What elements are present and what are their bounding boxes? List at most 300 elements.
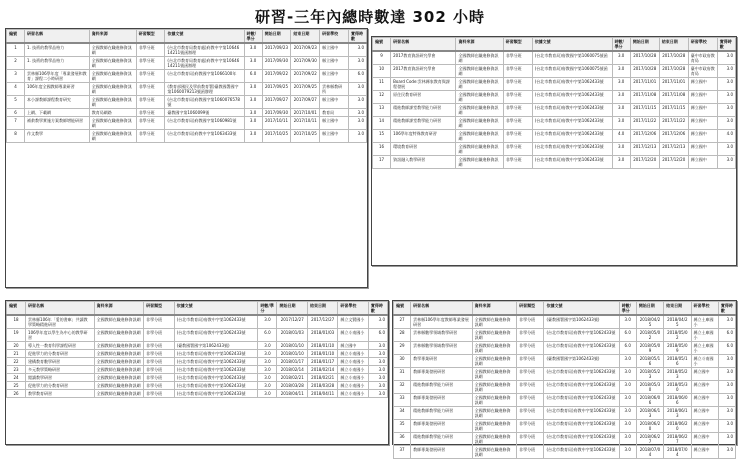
- table-cell: 教學專業研習: [411, 355, 473, 368]
- table-cell: 全國教師在職進修資訊網: [472, 355, 516, 368]
- table-cell: 2017/09/30: [291, 57, 320, 70]
- table-cell: 19: [7, 329, 26, 342]
- table-cell: 縣立國中: [320, 57, 349, 70]
- table-cell: 精進教師課堂教學能力研習: [391, 104, 456, 117]
- table-cell: 建構教育數學研習: [26, 358, 95, 366]
- table-cell: 2018/01/10: [307, 342, 337, 350]
- table-cell: 全國教師在職進修資訊網: [456, 51, 503, 65]
- table-cell: 2018/01/03: [307, 329, 337, 342]
- column-header: 依據文號: [174, 302, 258, 316]
- table-cell: 14: [373, 117, 391, 130]
- table-cell: 全國教師在職進修資訊網: [94, 350, 144, 358]
- table-cell: 3.0: [717, 117, 735, 130]
- table-cell: 2018/06/27: [664, 433, 691, 446]
- table-cell: 2018/06/06: [636, 394, 663, 407]
- table-cell: 全國教師在職進修資訊網: [456, 91, 503, 104]
- table-cell: 縣立土庫國小: [691, 342, 718, 355]
- table-cell: 非學分班: [144, 366, 174, 374]
- table-cell: 全國教師在職進修資訊網: [472, 329, 516, 342]
- table-cell: 3.0: [619, 446, 636, 459]
- table-cell: 3.0: [718, 381, 735, 394]
- table-cell: 非學分班: [136, 57, 165, 70]
- table-row: [373, 51, 736, 65]
- table-cell: 3.0: [619, 407, 636, 420]
- table-cell: 1. 技術的教學品格力: [25, 57, 90, 70]
- table-cell: (台北市教育局)府教國字第1060075號函: [532, 65, 612, 78]
- table-cell: 10: [373, 65, 391, 78]
- table-cell: 臺教國字第1060099號: [165, 109, 244, 117]
- table-cell: 縣立國中: [688, 156, 717, 169]
- table-cell: (台北市教育局)府教中字第1062433號: [544, 394, 619, 407]
- table-cell: 3.0: [244, 130, 262, 143]
- table-row: [373, 65, 736, 78]
- table-cell: 2017/12/27: [307, 315, 337, 329]
- table-cell: 3.0: [348, 96, 366, 109]
- table-cell: 2018/06/13: [636, 407, 663, 420]
- table-cell: 2017/09/27: [291, 96, 320, 109]
- table-cell: 3.0: [718, 394, 735, 407]
- table-cell: 15: [373, 130, 391, 143]
- table-cell: 教師專業發展研習: [411, 420, 473, 433]
- table-cell: 全國教師在職進修資訊網: [89, 83, 136, 96]
- table-cell: 3.0: [244, 109, 262, 117]
- table-cell: 2017/11/22: [659, 117, 688, 130]
- table-cell: 縣立國中: [338, 342, 368, 350]
- table-cell: 全國教師在職進修資訊網: [472, 315, 516, 329]
- table-cell: 3.0: [612, 143, 630, 156]
- table-cell: (台北市教育局)府教中字第1062433號: [544, 420, 619, 433]
- table-cell: 非學分班: [144, 390, 174, 398]
- table-cell: 資訊融入教學研習: [391, 156, 456, 169]
- table-cell: 教師專業發展研習: [411, 394, 473, 407]
- table-cell: 6.0: [718, 329, 735, 342]
- records-table: [393, 301, 736, 459]
- table-cell: (台北市教育局)府教中字第1062433號: [532, 104, 612, 117]
- table-cell: 3.0: [244, 96, 262, 109]
- table-cell: 縣立國中: [691, 433, 718, 446]
- table-cell: (台北市教育局)府教國字第1066100年: [165, 70, 244, 83]
- page-title: 研習-三年內總時數達 302 小時: [255, 8, 485, 26]
- table-cell: 2017/12/13: [630, 143, 659, 156]
- table-cell: 24: [7, 374, 26, 382]
- table-cell: 2018/04/25: [664, 315, 691, 329]
- table-cell: 2017/12/06: [659, 130, 688, 143]
- table-cell: (台北市教育局)府教中字第1062433號: [544, 446, 619, 459]
- table-cell: 全國教師在職進修資訊網: [472, 381, 516, 394]
- table-cell: 全國教師在職進修資訊網: [456, 156, 503, 169]
- table-cell: 3.0: [612, 117, 630, 130]
- table-cell: 3.0: [718, 407, 735, 420]
- table-cell: 非學分班: [503, 65, 532, 78]
- table-cell: 3.0: [368, 382, 387, 390]
- table-cell: 2017/09/30: [262, 57, 291, 70]
- table-cell: 多元教學策略研習: [26, 366, 95, 374]
- table-cell: 2017/11/15: [659, 104, 688, 117]
- table-cell: 非學分班: [136, 96, 165, 109]
- table-row: [7, 350, 388, 358]
- table-cell: 全國教師在職進修資訊網: [472, 433, 516, 446]
- table-cell: 縣立國中: [688, 78, 717, 91]
- table-cell: 37: [394, 446, 411, 459]
- table-cell: (台北市教育局)府教中字第1062433號: [532, 117, 612, 130]
- table-cell: 6.0: [368, 329, 387, 342]
- table-cell: 非學分班: [503, 104, 532, 117]
- column-header: 編號: [394, 302, 411, 316]
- table-cell: 非學分班: [517, 342, 544, 355]
- table-cell: 縣立斗南國小: [338, 350, 368, 358]
- table-cell: 3.0: [619, 355, 636, 368]
- table-cell: 非學分班: [136, 43, 165, 57]
- column-header: 編號: [373, 38, 391, 52]
- table-cell: 2018/06/20: [636, 420, 663, 433]
- table-cell: 精進教師教學能力研習: [411, 407, 473, 420]
- table-row: [7, 57, 367, 70]
- table-cell: 8: [7, 130, 25, 143]
- table-cell: 3.0: [258, 390, 277, 398]
- table-row: [394, 315, 736, 329]
- table-cell: 2018/05/30: [664, 381, 691, 394]
- table-cell: 17: [373, 156, 391, 169]
- table-cell: 3.0: [619, 394, 636, 407]
- table-cell: 18: [7, 315, 26, 329]
- column-header: 開始日期: [277, 302, 307, 316]
- records-table: [372, 37, 736, 169]
- table-cell: 全國教師在職進修資訊網: [94, 382, 144, 390]
- table-cell: 全國教師在職進修資訊網: [456, 143, 503, 156]
- table-cell: 3.0: [348, 57, 366, 70]
- table-row: [7, 83, 367, 96]
- table-cell: 3.0: [348, 130, 366, 143]
- table-cell: (臺教國署國字第1062433號): [544, 315, 619, 329]
- table-cell: 2017/10/11: [262, 117, 291, 130]
- column-header: 研習類型: [144, 302, 174, 316]
- table-cell: 促進學力的分教育研習: [26, 350, 95, 358]
- table-cell: 全國教師在職進修資訊網: [456, 65, 503, 78]
- table-cell: 3.0: [258, 366, 277, 374]
- column-header: 資料來源: [456, 38, 503, 52]
- table-cell: 雲林縣數學領域教學研習: [411, 342, 473, 355]
- column-header: 結束日期: [307, 302, 337, 316]
- table-cell: 縣立國中: [691, 381, 718, 394]
- table-cell: (台北市教育局)府教中字第1062433號: [532, 91, 612, 104]
- table-cell: 縣立國中: [688, 130, 717, 143]
- table-cell: 2: [7, 57, 25, 70]
- table-cell: 教育局: [320, 109, 349, 117]
- table-cell: 縣立國中: [688, 117, 717, 130]
- table-cell: 9: [373, 51, 391, 65]
- table-cell: 2017/09/22: [262, 70, 291, 83]
- table-cell: 3.0: [612, 65, 630, 78]
- table-cell: (台北市教育局)府教中字第1062433號: [174, 315, 258, 329]
- column-header: 研習名稱: [411, 302, 473, 316]
- column-header: 依據文號: [544, 302, 619, 316]
- table-cell: 2018/01/10: [307, 350, 337, 358]
- table-cell: 全國教師在職進修資訊網: [89, 96, 136, 109]
- table-cell: 2018/01/17: [277, 358, 307, 366]
- table-cell: 縣立國中: [691, 394, 718, 407]
- table-cell: 2018/01/17: [307, 358, 337, 366]
- table-cell: 31: [394, 368, 411, 381]
- table-cell: 6: [7, 109, 25, 117]
- table-cell: 4.0: [612, 130, 630, 143]
- table-cell: 全國教師在職進修資訊網: [94, 342, 144, 350]
- table-cell: 2018/07/04: [664, 446, 691, 459]
- table-cell: 2017/12/13: [659, 143, 688, 156]
- table-cell: 非學分班: [144, 342, 174, 350]
- table-cell: 非學分班: [517, 355, 544, 368]
- table-cell: 非學分班: [503, 91, 532, 104]
- table-cell: (臺教國署國字第1062433號): [174, 342, 258, 350]
- table-cell: 6.0: [348, 70, 366, 83]
- table-cell: 2017/10/25: [262, 130, 291, 143]
- column-header: 依據文號: [532, 38, 612, 52]
- column-header: 時數/學分: [244, 30, 262, 44]
- table-cell: (台北市教育局)府教中字第1062433號: [532, 130, 612, 143]
- table-cell: 縣立國中: [320, 96, 349, 109]
- table-cell: 5: [7, 96, 25, 109]
- table-header-row: [7, 30, 367, 44]
- table-cell: 3.0: [244, 57, 262, 70]
- table-cell: 非學分班: [136, 130, 165, 143]
- table-row: [394, 433, 736, 446]
- table-cell: 上網、下載網: [25, 109, 90, 117]
- column-header: 資料來源: [472, 302, 516, 316]
- table-cell: 2018/04/11: [277, 390, 307, 398]
- table-cell: 雲林縣106年「愛的書庫」共讀教學策略精進研習: [26, 315, 95, 329]
- column-header: 開始日期: [630, 38, 659, 52]
- table-row: [394, 420, 736, 433]
- table-cell: 非學分班: [517, 407, 544, 420]
- table-cell: 3.0: [368, 374, 387, 382]
- table-cell: 3.0: [717, 156, 735, 169]
- table-cell: 2018/05/02: [664, 329, 691, 342]
- table-cell: 非學分班: [136, 70, 165, 83]
- table-cell: 2017/12/06: [630, 130, 659, 143]
- table-cell: 11: [373, 78, 391, 91]
- table-cell: 2017/10/28: [630, 65, 659, 78]
- table-cell: 3.0: [718, 433, 735, 446]
- table-cell: 2017/09/23: [262, 43, 291, 57]
- table-cell: 3.0: [368, 315, 387, 329]
- table-cell: 25: [7, 382, 26, 390]
- column-header: 研習學校: [688, 38, 717, 52]
- table-cell: 2018/05/02: [636, 329, 663, 342]
- table-header-row: [394, 302, 736, 316]
- table-cell: 3.0: [368, 358, 387, 366]
- table-cell: 2018/02/21: [277, 374, 307, 382]
- table-cell: 教育局網路: [89, 109, 136, 117]
- table-cell: 2017/12/20: [659, 156, 688, 169]
- table-cell: 3.0: [612, 156, 630, 169]
- column-header: 實得時數: [717, 38, 735, 52]
- table-cell: (台北市教育局)府教中字第1062433號: [174, 329, 258, 342]
- table-cell: 2018/05/09: [664, 342, 691, 355]
- table-cell: (台北市教育局)府教中字第1062433號: [544, 329, 619, 342]
- table-cell: 縣立土庫國小: [691, 329, 718, 342]
- table-cell: (台北市教育局)府教中字第1062433號: [544, 342, 619, 355]
- table-cell: 2018/05/16: [636, 355, 663, 368]
- table-cell: 全國教師在職進修資訊網: [456, 117, 503, 130]
- table-cell: 精進教師教學能力研習: [411, 381, 473, 394]
- table-cell: 縣立國中: [320, 70, 349, 83]
- table-cell: 106學年度特殊教育研習: [391, 130, 456, 143]
- table-cell: 原住民教育研習: [391, 91, 456, 104]
- column-header: 資料來源: [89, 30, 136, 44]
- table-cell: 33: [394, 394, 411, 407]
- table-cell: 縣立國中: [691, 368, 718, 381]
- table-cell: 閱讀教學研習: [26, 374, 95, 382]
- table-cell: 非學分班: [144, 350, 174, 358]
- column-header: 時數/學分: [258, 302, 277, 316]
- table-cell: 2017/12/27: [277, 315, 307, 329]
- table-cell: 6.0: [619, 329, 636, 342]
- table-row: [373, 156, 736, 169]
- table-cell: 非學分班: [503, 51, 532, 65]
- table-cell: 3.0: [258, 358, 277, 366]
- table-cell: (台北市教育局)府教中字第1062433號: [174, 382, 258, 390]
- table-cell: 2018/01/10: [277, 342, 307, 350]
- table-cell: 2017/09/25: [262, 83, 291, 96]
- column-header: 實得時數: [718, 302, 735, 316]
- table-row: [373, 130, 736, 143]
- table-cell: 2018/05/16: [664, 355, 691, 368]
- table-cell: 2018/06/27: [636, 433, 663, 446]
- table-cell: 2018/05/30: [636, 381, 663, 394]
- table-cell: 2018/01/03: [277, 329, 307, 342]
- table-cell: 全國教師在職進修資訊網: [89, 117, 136, 130]
- table-cell: 2018/04/11: [307, 390, 337, 398]
- column-header: 結束日期: [664, 302, 691, 316]
- table-cell: 補救教學實施方案教師增能研習: [25, 117, 90, 130]
- table-cell: 本小課教師課程教育研究: [25, 96, 90, 109]
- table-cell: 教師專業發展研習: [411, 446, 473, 459]
- table-row: [7, 382, 388, 390]
- table-cell: 3.0: [348, 43, 366, 57]
- column-header: 結束日期: [291, 30, 320, 44]
- column-header: 結束日期: [659, 38, 688, 52]
- column-header: 資料來源: [94, 302, 144, 316]
- column-header: 研習名稱: [26, 302, 95, 316]
- table-cell: 2017/10/28: [630, 51, 659, 65]
- table-cell: 3.0: [717, 78, 735, 91]
- table-cell: (臺教國署國字第1062433號): [544, 355, 619, 368]
- table-cell: 20: [7, 342, 26, 350]
- table-row: [7, 374, 388, 382]
- table-cell: 6.0: [244, 70, 262, 83]
- table-cell: 縣立斗南國小: [691, 355, 718, 368]
- table-cell: 縣立國中: [691, 446, 718, 459]
- table-row: [394, 407, 736, 420]
- table-cell: 3.0: [348, 109, 366, 117]
- table-cell: 26: [7, 390, 26, 398]
- table-cell: 全國教師在職進修資訊網: [94, 329, 144, 342]
- table-cell: 1. 技術的教學品格力: [25, 43, 90, 57]
- table-row: [394, 368, 736, 381]
- table-cell: (教育部國民及學前教育署)臺教國署國字第1060079213號函辦理: [165, 83, 244, 96]
- table-cell: 全國教師在職進修資訊網: [472, 368, 516, 381]
- table-row: [394, 381, 736, 394]
- table-row: [394, 355, 736, 368]
- table-cell: 非學分班: [517, 394, 544, 407]
- table-cell: 3.0: [258, 350, 277, 358]
- table-cell: 3.0: [718, 368, 735, 381]
- table-cell: 3.0: [718, 315, 735, 329]
- table-cell: 2017/10/25: [291, 130, 320, 143]
- table-cell: 全國教師在職進修資訊網: [94, 366, 144, 374]
- table-cell: 縣立土庫國小: [691, 315, 718, 329]
- table-cell: 雲林縣數學領域教學研習: [411, 329, 473, 342]
- table-cell: 3.0: [368, 366, 387, 374]
- table-cell: 3.0: [718, 446, 735, 459]
- table-cell: 縣立斗南國小: [338, 358, 368, 366]
- column-header: 實得時數: [368, 302, 387, 316]
- table-cell: 3.0: [258, 374, 277, 382]
- table-cell: (台北市教育局)府教中字第1063433號: [165, 130, 244, 143]
- table-cell: 全國教師在職進修資訊網: [472, 420, 516, 433]
- table-cell: 2018/03/28: [277, 382, 307, 390]
- column-header: 編號: [7, 30, 25, 44]
- table-cell: (台北市教育局)府教國字第1060981號: [165, 117, 244, 130]
- table-cell: 12: [373, 91, 391, 104]
- table-cell: 3.0: [619, 315, 636, 329]
- table-cell: 29: [394, 342, 411, 355]
- table-cell: 2017/09/30: [262, 109, 291, 117]
- table-cell: 3.0: [718, 355, 735, 368]
- table-cell: 2018/02/14: [277, 366, 307, 374]
- table-cell: 全國教師在職進修資訊網: [94, 315, 144, 329]
- table-cell: 6.0: [619, 342, 636, 355]
- table-cell: Board Code:雲林縣家教育與課程發展: [391, 78, 456, 91]
- table-cell: 非學分班: [517, 420, 544, 433]
- column-header: 研習學校: [320, 30, 349, 44]
- table-cell: (台北市教育局)府教中字第1062433號: [174, 358, 258, 366]
- table-cell: 精進教師教學能力研習: [411, 433, 473, 446]
- table-cell: 全國教師在職進修資訊網: [472, 342, 516, 355]
- table-cell: 教學教育研習: [26, 390, 95, 398]
- table-cell: 非學分班: [503, 78, 532, 91]
- table-cell: (台北市教育局)府教國字第1060075號函: [532, 51, 612, 65]
- table-cell: 臺中市政府教育局: [688, 65, 717, 78]
- table-cell: 非學分班: [144, 329, 174, 342]
- table-cell: 3.0: [619, 368, 636, 381]
- table-cell: 3.0: [612, 78, 630, 91]
- table-row: [373, 143, 736, 156]
- table-cell: 3.0: [368, 350, 387, 358]
- table-row: [373, 117, 736, 130]
- table-cell: 2017/12/20: [630, 156, 659, 169]
- table-cell: 全國教師在職進修資訊網: [89, 130, 136, 143]
- table-row: [7, 315, 388, 329]
- table-cell: 全國教師在職進修資訊網: [94, 374, 144, 382]
- table-cell: 2017/10/28: [659, 51, 688, 65]
- table-cell: 2017/09/22: [291, 70, 320, 83]
- table-cell: 全國教師在職進修資訊網: [94, 358, 144, 366]
- table-cell: 2017/09/27: [262, 96, 291, 109]
- table-row: [7, 70, 367, 83]
- table-cell: (台北市教育局)府教中字第1062433號: [532, 156, 612, 169]
- table-row: [394, 342, 736, 355]
- table-row: [7, 358, 388, 366]
- column-header: 研習學校: [338, 302, 368, 316]
- table-cell: 7: [7, 117, 25, 130]
- table-cell: (台北市教育局)府教中字第1062433號: [174, 390, 258, 398]
- table-cell: 全國教師在職進修資訊網: [456, 130, 503, 143]
- table-cell: 2018/01/10: [277, 350, 307, 358]
- table-cell: 1: [7, 43, 25, 57]
- table-cell: 2017/11/08: [630, 91, 659, 104]
- table-cell: 雲林縣106學年度「專業發展和教育」課程二小時研習: [25, 70, 90, 83]
- table-cell: 3.0: [612, 104, 630, 117]
